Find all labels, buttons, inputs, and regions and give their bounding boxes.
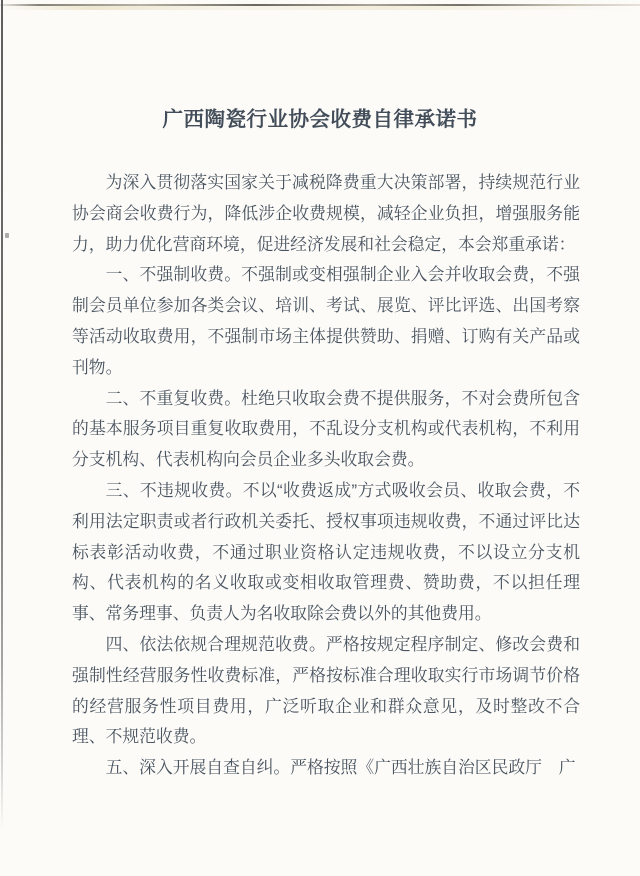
paragraph-item-1-no-forced-fees: 一、不强制收费。不强制或变相强制企业入会并收取会费，不强制会员单位参加各类会议、培训、考试、展览、评比评选、出国考察等活动收取费用，不强制市场主体提供赞助、捐赠、订购有关产品或刊物。 [72, 265, 580, 377]
scan-artifact-speck [5, 233, 9, 238]
paragraph-intro: 为深入贯彻落实国家关于减税降费重大决策部署，持续规范行业协会商会收费行为，降低涉企收费规模，减轻企业负担，增强服务能力，助力优化营商环境，促进经济发展和社会稳定，本会郑重承诺： [72, 173, 580, 254]
paragraph-item-2-no-duplicate-fees: 二、不重复收费。杜绝只收取会费不提供服务，不对会费所包含的基本服务项目重复收取费用，不乱设分支机构或代表机构，不利用分支机构、代表机构向会员企业多头收取会费。 [72, 388, 580, 470]
paragraph-item-5-self-inspection: 五、深入开展自查自纠。严格按照《广西壮族自治区民政厅 广 [105, 758, 576, 778]
paragraph-item-4-lawful-fee-standards: 四、依法依规合理规范收费。严格按规定程序制定、修改会费和强制性经营服务性收费标准，严格按标准合理收取实行市场调节价格的经营服务性项目费用，广泛听取企业和群众意见，及时整改不合理、不规范收费。 [72, 634, 580, 747]
scan-artifact-top-streak [0, 6, 640, 10]
paragraph-item-3-no-illegal-fees: 三、不违规收费。不以“收费返成”方式吸收会员、收取会费，不利用法定职责或者行政机关委托、授权事项违规收费，不通过评比达标表彰活动收费，不通过职业资格认定违规收费，不以设立分支机构、代表机构的名义收取或变相收取管理费、赞助费，不以担任理事、常务理事、负责人为名收取除会费以外的其他费用。 [72, 480, 580, 624]
document-title: 广西陶瓷行业协会收费自律承诺书 [162, 108, 478, 131]
document-body [72, 168, 580, 784]
